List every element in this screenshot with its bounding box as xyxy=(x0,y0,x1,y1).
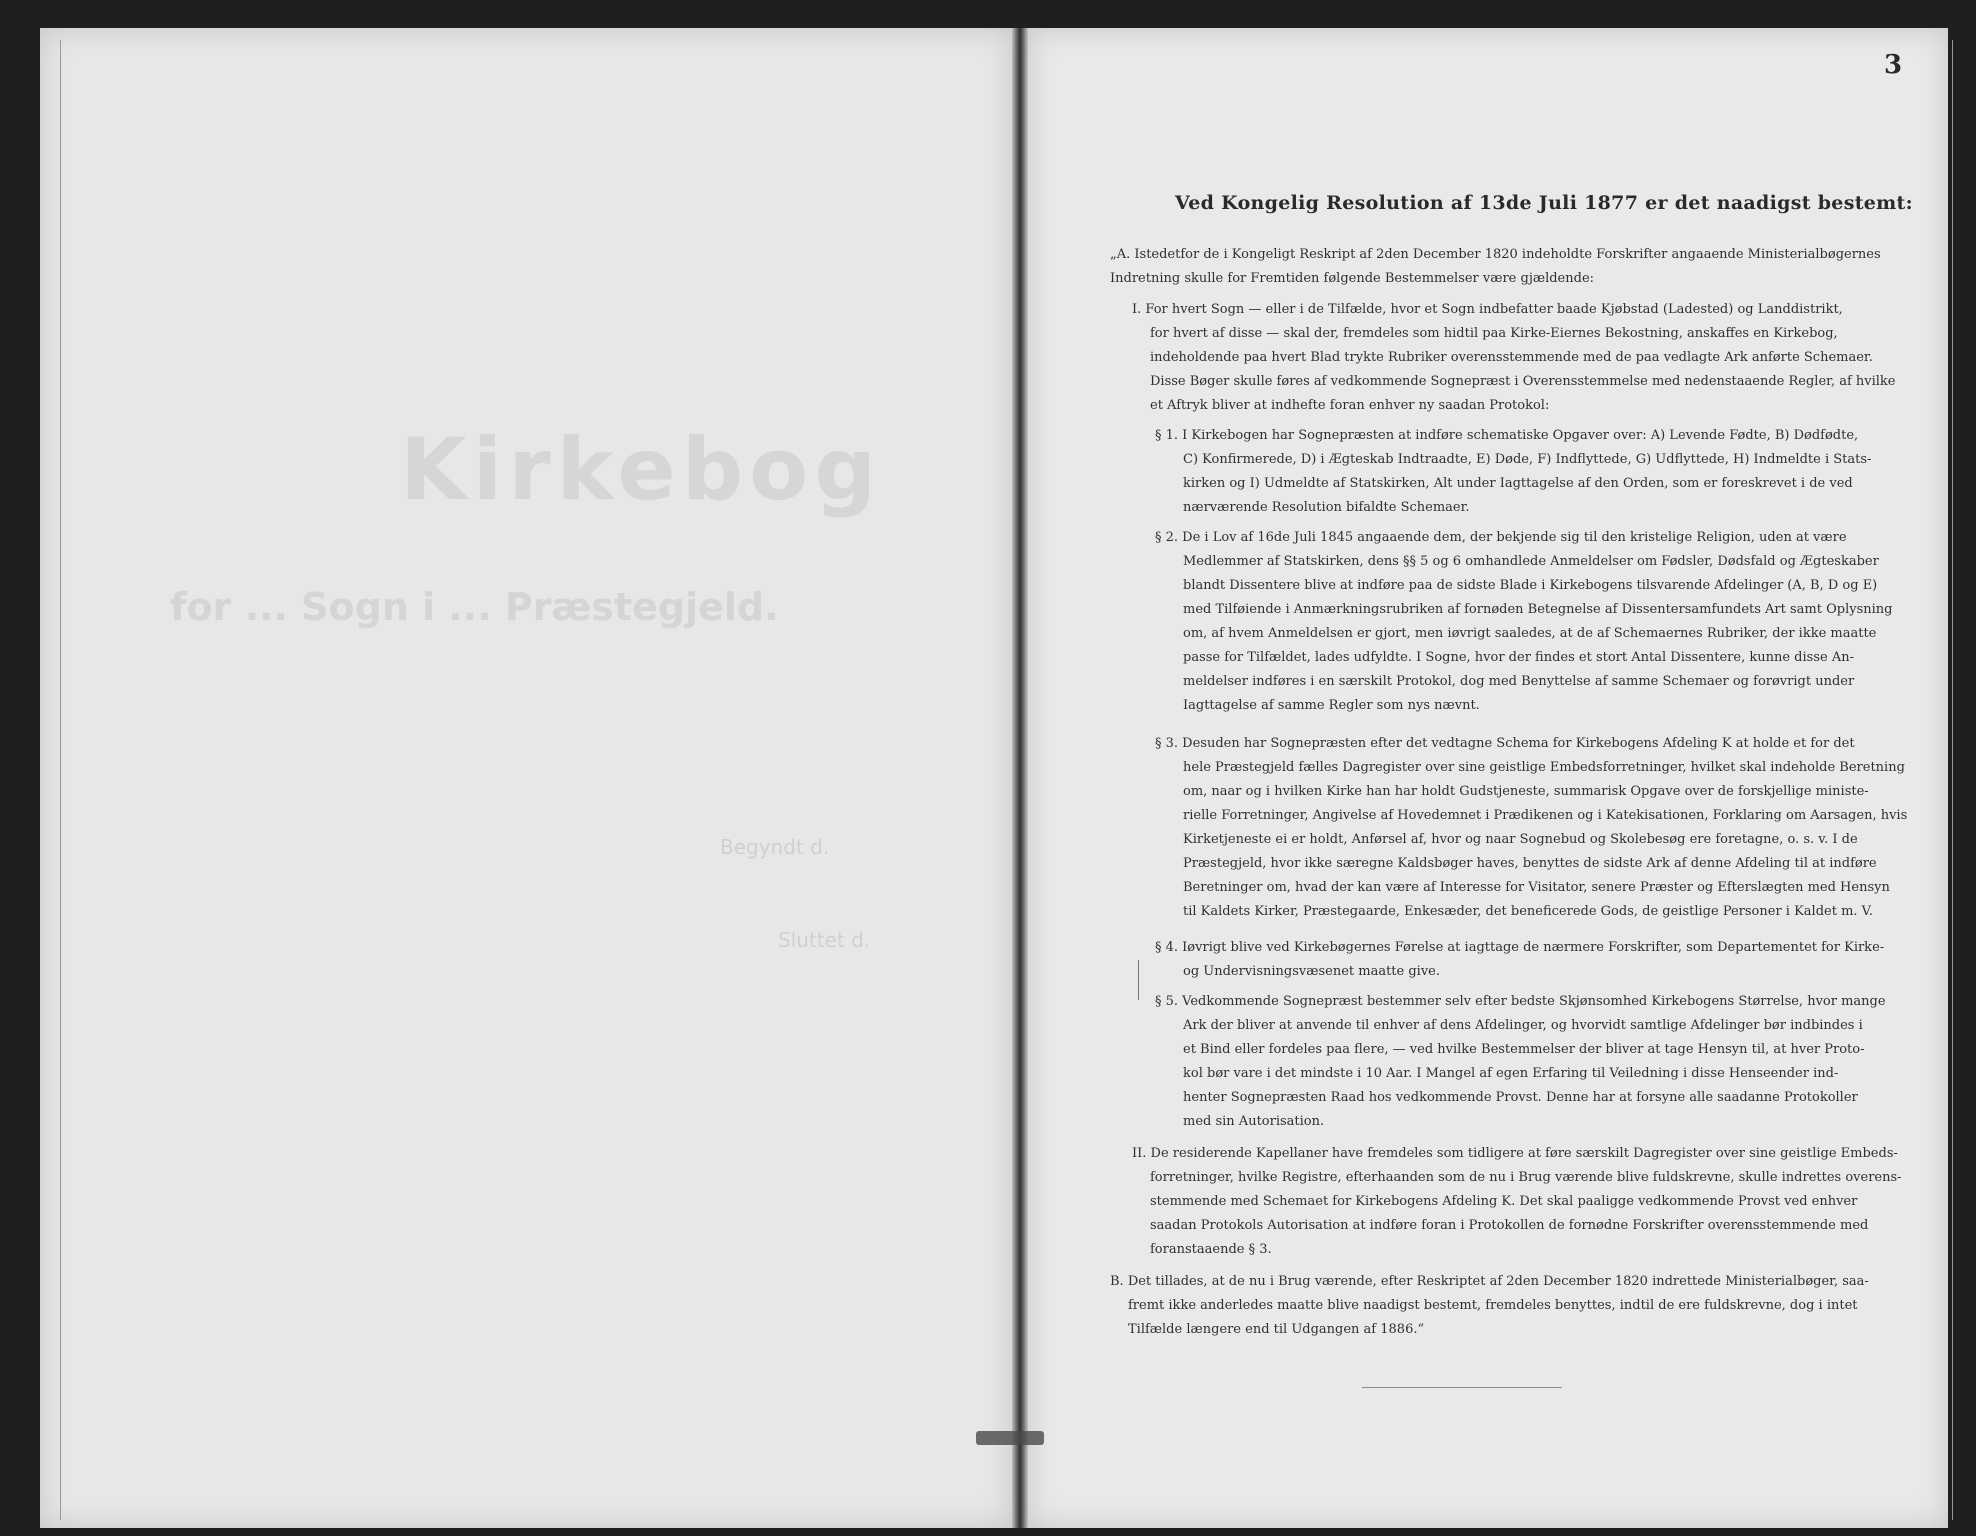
text-line: § 2. De i Lov af 16de Juli 1845 angaaende dem, der bekjende sig til den kristelige Religion, uden at være xyxy=(1155,530,1847,545)
closing-rule xyxy=(1362,1387,1562,1388)
text-line: § 1. I Kirkebogen har Sognepræsten at indføre schematiske Opgaver over: A) Levende Fødte, B) Dødfødte, xyxy=(1155,428,1859,443)
text-line: hele Præstegjeld fælles Dagregister over sine geistlige Embedsforretninger, hvilket skal indeholde Beretning xyxy=(1183,760,1905,775)
text-line: om, naar og i hvilken Kirke han har holdt Gudstjeneste, summarisk Opgave over de forskjellige ministe- xyxy=(1183,784,1869,799)
text-line: rielle Forretninger, Angivelse af Hovedemnet i Prædikenen og i Katekisationen, Forklaring om Aarsagen, hvis xyxy=(1183,808,1908,823)
text-line: Disse Bøger skulle føres af vedkommende Sognepræst i Overensstemmelse med nedenstaaende Regler, af hvilke xyxy=(1150,374,1896,389)
text-line: foranstaaende § 3. xyxy=(1150,1242,1272,1257)
text-line: blandt Dissentere blive at indføre paa de sidste Blade i Kirkebogens tilsvarende Afdelinger (A, B, D og E) xyxy=(1183,578,1878,593)
text-line: § 3. Desuden har Sognepræsten efter det vedtagne Schema for Kirkebogens Afdeling K at holde et for det xyxy=(1155,736,1855,751)
text-line: § 5. Vedkommende Sognepræst bestemmer selv efter bedste Skjønsomhed Kirkebogens Størrelse, hvor mange xyxy=(1155,994,1886,1009)
text-line: Iagttagelse af samme Regler som nys nævnt. xyxy=(1183,698,1480,713)
text-line: Ark der bliver at anvende til enhver af dens Afdelinger, og hvorvidt samtlige Afdelinger bør indbindes i xyxy=(1183,1018,1863,1033)
text-line: med sin Autorisation. xyxy=(1183,1114,1325,1129)
text-line: meldelser indføres i en særskilt Protokol, dog med Benyttelse af samme Schemaer og forøvrigt under xyxy=(1183,674,1855,689)
text-line: fremt ikke anderledes maatte blive naadigst bestemt, fremdeles benyttes, indtil de ere fuldskrevne, dog i intet xyxy=(1128,1298,1858,1313)
text-line: Indretning skulle for Fremtiden følgende Bestemmelser være gjældende: xyxy=(1110,271,1595,286)
book-gutter xyxy=(1012,28,1028,1528)
text-line: om, af hvem Anmeldelsen er gjort, men iøvrigt saaledes, at de af Schemaernes Rubriker, der ikke maatte xyxy=(1183,626,1877,641)
text-line: henter Sognepræsten Raad hos vedkommende Provst. Denne har at forsyne alle saadanne Protokoller xyxy=(1183,1090,1858,1105)
text-line: nærværende Resolution bifaldte Schemaer. xyxy=(1183,500,1470,515)
text-line: et Aftryk bliver at indhefte foran enhver ny saadan Protokol: xyxy=(1150,398,1550,413)
ghost-ended: Sluttet d. xyxy=(778,928,871,952)
left-page xyxy=(40,28,1012,1528)
ghost-subtitle: for ... Sogn i ... Præstegjeld. xyxy=(170,585,779,629)
text-line: C) Konfirmerede, D) i Ægteskab Indtraadte, E) Døde, F) Indflyttede, G) Udflyttede, H) Indmeldte i Stats- xyxy=(1183,452,1872,467)
page-number: 3 xyxy=(1884,50,1903,80)
ghost-begun: Begyndt d. xyxy=(720,835,830,859)
text-line: Tilfælde længere end til Udgangen af 1886.“ xyxy=(1128,1322,1425,1337)
text-line: indeholdende paa hvert Blad trykte Rubriker overensstemmende med de paa vedlagte Ark anførte Schemaer. xyxy=(1150,350,1873,365)
margin-mark xyxy=(1138,960,1139,1000)
text-line: Medlemmer af Statskirken, dens §§ 5 og 6 omhandlede Anmeldelser om Fødsler, Dødsfald og Ægteskaber xyxy=(1183,554,1879,569)
text-line: et Bind eller fordeles paa flere, — ved hvilke Bestemmelser der bliver at tage Hensyn til, at hver Proto- xyxy=(1183,1042,1865,1057)
text-line: § 4. Iøvrigt blive ved Kirkebøgernes Førelse at iagttage de nærmere Forskrifter, som Departementet for Kirke- xyxy=(1155,940,1885,955)
resolution-heading: Ved Kongelig Resolution af 13de Juli 1877 er det naadigst bestemt: xyxy=(1175,192,1913,214)
text-line: kirken og I) Udmeldte af Statskirken, Alt under Iagttagelse af den Orden, som er foreskrevet i de ved xyxy=(1183,476,1853,491)
text-line: Kirketjeneste ei er holdt, Anførsel af, hvor og naar Sognebud og Skolebesøg ere foretagne, o. s. v. I de xyxy=(1183,832,1858,847)
text-line: kol bør vare i det mindste i 10 Aar. I Mangel af egen Erfaring til Veiledning i disse Henseender ind- xyxy=(1183,1066,1839,1081)
text-line: „A. Istedetfor de i Kongeligt Reskript af 2den December 1820 indeholdte Forskrifter angaaende Ministerialbøgernes xyxy=(1110,247,1881,262)
right-page-edge xyxy=(1952,40,1953,1520)
text-line: og Undervisningsvæsenet maatte give. xyxy=(1183,964,1441,979)
text-line: forretninger, hvilke Registre, efterhaanden som de nu i Brug værende blive fuldskrevne, skulle indrettes overens- xyxy=(1150,1170,1902,1185)
text-line: Præstegjeld, hvor ikke særegne Kaldsbøger haves, benyttes de sidste Ark af denne Afdeling til at indføre xyxy=(1183,856,1877,871)
ghost-title: Kirkebog xyxy=(400,420,882,520)
text-line: passe for Tilfældet, lades udfyldte. I Sogne, hvor der findes et stort Antal Dissentere, kunne disse An- xyxy=(1183,650,1854,665)
text-line: til Kaldets Kirker, Præstegaarde, Enkesæder, det beneficerede Gods, de geistlige Personer i Kaldet m. V. xyxy=(1183,904,1873,919)
text-line: stemmende med Schemaet for Kirkebogens Afdeling K. Det skal paaligge vedkommende Provst ved enhver xyxy=(1150,1194,1858,1209)
text-line: B. Det tillades, at de nu i Brug værende, efter Reskriptet af 2den December 1820 indrettede Ministerialbøger, saa- xyxy=(1110,1274,1869,1289)
text-line: saadan Protokols Autorisation at indføre foran i Protokollen de fornødne Forskrifter overensstemmende med xyxy=(1150,1218,1869,1233)
text-line: I. For hvert Sogn — eller i de Tilfælde, hvor et Sogn indbefatter baade Kjøbstad (Ladested) og Landdistrikt, xyxy=(1132,302,1843,317)
binding-stamp xyxy=(976,1431,1044,1445)
text-line: for hvert af disse — skal der, fremdeles som hidtil paa Kirke-Eiernes Bekostning, anskaffes en Kirkebog, xyxy=(1150,326,1838,341)
left-page-edge xyxy=(60,40,61,1520)
text-line: II. De residerende Kapellaner have fremdeles som tidligere at føre særskilt Dagregister over sine geistlige Embeds- xyxy=(1132,1146,1898,1161)
text-line: Beretninger om, hvad der kan være af Interesse for Visitator, senere Præster og Efterslægten med Hensyn xyxy=(1183,880,1890,895)
text-line: med Tilføiende i Anmærkningsrubriken af fornøden Betegnelse af Dissentersamfundets Art samt Oplysning xyxy=(1183,602,1893,617)
